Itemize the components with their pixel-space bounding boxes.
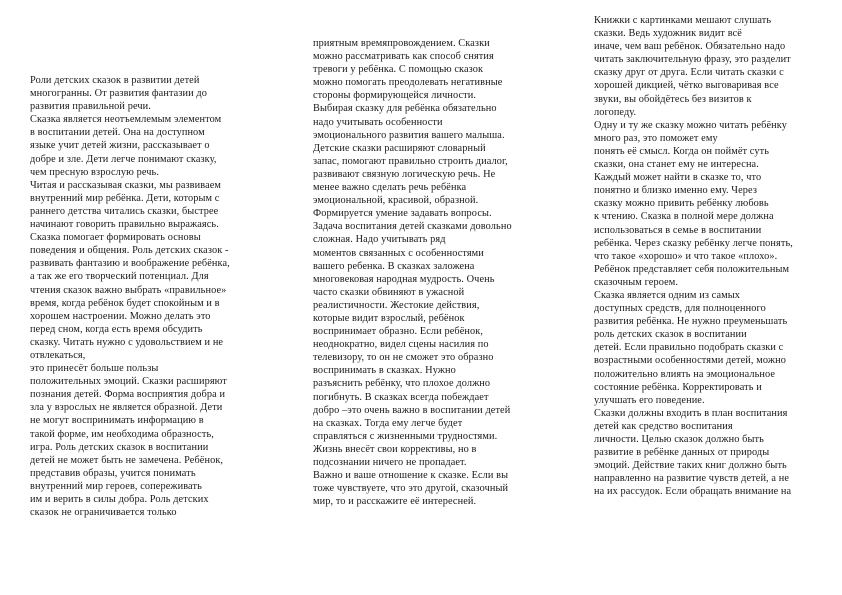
text-line: читать заключительную фразу, это разделит bbox=[594, 54, 791, 66]
text-line: перед сном, когда есть время обсудить bbox=[30, 323, 203, 335]
text-line: чтения сказок важно выбрать «правильное» bbox=[30, 284, 227, 296]
text-line: детей как средство воспитания bbox=[594, 420, 733, 432]
text-line: справляться с жизненными трудностями. bbox=[313, 430, 498, 442]
text-line: детей не может быть не замечена. Ребёнок, bbox=[30, 454, 224, 466]
text-line: Сказки должны входить в план воспитания bbox=[594, 407, 788, 419]
text-line: Задача воспитания детей сказками довольно bbox=[313, 221, 512, 233]
text-line: понятно и близко именно ему. Через bbox=[594, 185, 757, 197]
text-line: неоднократно, видел сцены насилия по bbox=[313, 339, 489, 351]
text-line: время, когда ребёнок будет спокойным и в bbox=[30, 297, 220, 309]
text-line: детей. Если правильно подобрать сказки с bbox=[594, 342, 784, 354]
text-line: Сказка является неотъемлемым элементом bbox=[30, 114, 222, 126]
text-line: познания детей. Форма восприятия добра и bbox=[30, 389, 226, 401]
text-line: сказки. Ведь художник видит всё bbox=[594, 28, 742, 40]
text-line: развития ребёнка. Не нужно преуменьшать bbox=[594, 316, 788, 328]
text-line: положительных эмоций. Сказки расширяют bbox=[30, 376, 227, 388]
text-line: воспринимать в сказках. Нужно bbox=[313, 365, 456, 377]
text-line: погибнуть. В сказках всегда побеждает bbox=[313, 391, 489, 403]
text-line: ребёнка. Через сказку ребёнку легче понять, bbox=[594, 237, 793, 249]
text-line: многогранны. От развития фантазии до bbox=[30, 88, 208, 100]
text-line: сказку друг от друга. Если читать сказки с bbox=[594, 67, 784, 79]
text-line: личности. Целью сказок должно быть bbox=[594, 434, 764, 445]
text-line: положительно влиять на эмоциональное bbox=[594, 368, 776, 380]
text-line: вашего ребенка. В сказках заложена bbox=[313, 260, 475, 272]
text-line: стороны формирующейся личности. bbox=[313, 90, 477, 102]
text-column-right bbox=[594, 14, 826, 498]
text-line: Выбирая сказку для ребёнка обязательно bbox=[313, 103, 497, 115]
text-line: эмоционального развития вашего малыша. bbox=[313, 129, 505, 141]
text-line: Читая и рассказывая сказки, мы развиваем bbox=[30, 179, 222, 191]
text-line: звуки, вы обойдётесь без визитов к bbox=[594, 93, 752, 105]
text-line: улучшать его поведение. bbox=[594, 394, 705, 406]
text-line: приятным времяпровождением. Сказки bbox=[313, 38, 490, 49]
text-line: Сказка помогает формировать основы bbox=[30, 232, 201, 244]
text-line: раннего детства читались сказки, быстрее bbox=[30, 205, 219, 217]
text-line: отвлекаться, bbox=[30, 349, 86, 361]
text-line: что такое «хорошо» и что такое «плохо». bbox=[594, 250, 778, 262]
text-line: сложная. Надо учитывать ряд bbox=[313, 234, 446, 246]
text-line: мир, то и расскажите её интересней. bbox=[313, 496, 477, 508]
text-line: эмоций. Действие таких книг должно быть bbox=[594, 460, 787, 472]
text-line: тревоги у ребёнка. С помощью сказок bbox=[313, 64, 484, 76]
text-line: Книжки с картинками мешают слушать bbox=[594, 15, 772, 26]
text-line: Детские сказки расширяют словарный bbox=[313, 142, 486, 154]
text-line: игра. Роль детских сказок в воспитании bbox=[30, 441, 209, 453]
text-line: сказки, она станет ему не интересна. bbox=[594, 159, 759, 171]
text-line: Ребёнок представляет себя положительным bbox=[594, 263, 790, 275]
text-line: Одну и ту же сказку можно читать ребёнку bbox=[594, 119, 788, 131]
text-line: языке учит детей жизни, рассказывает о bbox=[30, 140, 210, 152]
text-line: сказку можно привить ребёнку любовь bbox=[594, 198, 769, 210]
text-line: Каждый может найти в сказке то, что bbox=[594, 172, 762, 184]
text-line: им и верить в силы добра. Роль детских bbox=[30, 494, 209, 505]
text-line: которые видит взрослый, ребёнок bbox=[313, 312, 465, 324]
text-line: реалистичности. Жестокие действия, bbox=[313, 299, 480, 311]
text-line: часто сказки обвиняют в ужасной bbox=[313, 286, 465, 298]
text-line: можно помогать преодолевать негативные bbox=[313, 77, 503, 89]
text-line: телевизору, то он не сможет это образно bbox=[313, 352, 494, 364]
text-line: тоже чувствуете, что это другой, сказочный bbox=[313, 483, 509, 495]
text-line: добре и зле. Дети легче понимают сказку, bbox=[30, 153, 217, 165]
text-line: менее важно сделать речь ребёнка bbox=[313, 182, 467, 194]
text-line: Важно и ваше отношение к сказке. Если вы bbox=[313, 470, 509, 482]
text-line: зла у взрослых не является образной. Дети bbox=[30, 402, 223, 414]
text-line: развитие в ребёнке данных от природы bbox=[594, 447, 770, 459]
text-line: поведения и общения. Роль детских сказок - bbox=[30, 245, 229, 257]
text-line: Роли детских сказок в развитии детей bbox=[30, 75, 200, 86]
text-line: на сказках. Тогда ему легче будет bbox=[313, 417, 463, 429]
text-line: такой форме, им необходима образность, bbox=[30, 428, 214, 440]
text-line: развивают связную логическую речь. Не bbox=[313, 168, 496, 180]
text-line: сказочным героем. bbox=[594, 276, 679, 288]
text-line: в воспитании детей. Она на доступном bbox=[30, 127, 205, 139]
text-line: доступных средств, для полноценного bbox=[594, 303, 766, 315]
text-line: Сказка является одним из самых bbox=[594, 289, 741, 301]
text-line: подсознании ничего не пропадает. bbox=[313, 457, 467, 468]
text-line: много раз, это поможет ему bbox=[594, 132, 718, 144]
text-line: хорошей дикцией, чётко выговаривая все bbox=[594, 80, 779, 92]
text-column-middle bbox=[313, 37, 553, 508]
text-line: запас, помогают правильно строить диалог, bbox=[313, 155, 508, 167]
text-line: сказку. Читать нужно с удовольствием и не bbox=[30, 336, 224, 348]
text-line: разъяснить ребёнку, что плохое должно bbox=[313, 378, 491, 390]
text-line: понять её смысл. Когда он поймёт суть bbox=[594, 145, 770, 157]
text-line: это принесёт больше пользы bbox=[30, 363, 159, 375]
text-line: использоваться в семье в воспитании bbox=[594, 224, 762, 236]
text-line: представив образы, учится понимать bbox=[30, 467, 196, 479]
text-line: Формируется умение задавать вопросы. bbox=[313, 208, 492, 220]
text-line: развития правильной речи. bbox=[30, 101, 151, 113]
text-line: чем пресную взрослую речь. bbox=[30, 166, 160, 178]
text-line: логопеду. bbox=[594, 106, 637, 118]
text-column-left bbox=[30, 74, 268, 519]
text-line: на их рассудок. Если обращать внимание на bbox=[594, 486, 792, 498]
text-line: надо учитывать особенности bbox=[313, 116, 443, 128]
text-line: направленно на развитие чувств детей, а не bbox=[594, 473, 790, 485]
text-line: Жизнь внесёт свои коррективы, но в bbox=[313, 443, 477, 455]
text-line: внутренний мир героев, сопереживать bbox=[30, 480, 202, 492]
text-line: многовековая народная мудрость. Очень bbox=[313, 273, 495, 285]
text-line: воспринимает образно. Если ребёнок, bbox=[313, 326, 484, 338]
text-line: добро –это очень важно в воспитании детей bbox=[313, 404, 511, 416]
text-line: к чтению. Сказка в полной мере должна bbox=[594, 211, 774, 223]
text-line: роль детских сказок в воспитании bbox=[594, 329, 747, 341]
text-line: возрастными особенностями детей, можно bbox=[594, 355, 786, 367]
text-line: хорошем настроении. Можно делать это bbox=[30, 310, 211, 322]
text-line: можно рассматривать как способ снятия bbox=[313, 51, 494, 63]
text-line: состояние ребёнка. Корректировать и bbox=[594, 381, 762, 393]
text-line: сказок не ограничивается только bbox=[30, 507, 177, 519]
text-line: начинают говорить правильно выражаясь. bbox=[30, 219, 219, 231]
text-line: а так же его творческий потенциал. Для bbox=[30, 271, 209, 283]
text-line: иначе, чем ваш ребёнок. Обязательно надо bbox=[594, 41, 786, 53]
text-line: развивать фантазию и воображение ребёнка, bbox=[30, 258, 230, 270]
text-line: эмоциональной, красивой, образной. bbox=[313, 195, 479, 207]
text-line: внутренний мир ребёнка. Дети, которым с bbox=[30, 192, 220, 204]
text-line: не могут воспринимать информацию в bbox=[30, 415, 204, 427]
text-line: моментов связанных с особенностями bbox=[313, 247, 484, 259]
